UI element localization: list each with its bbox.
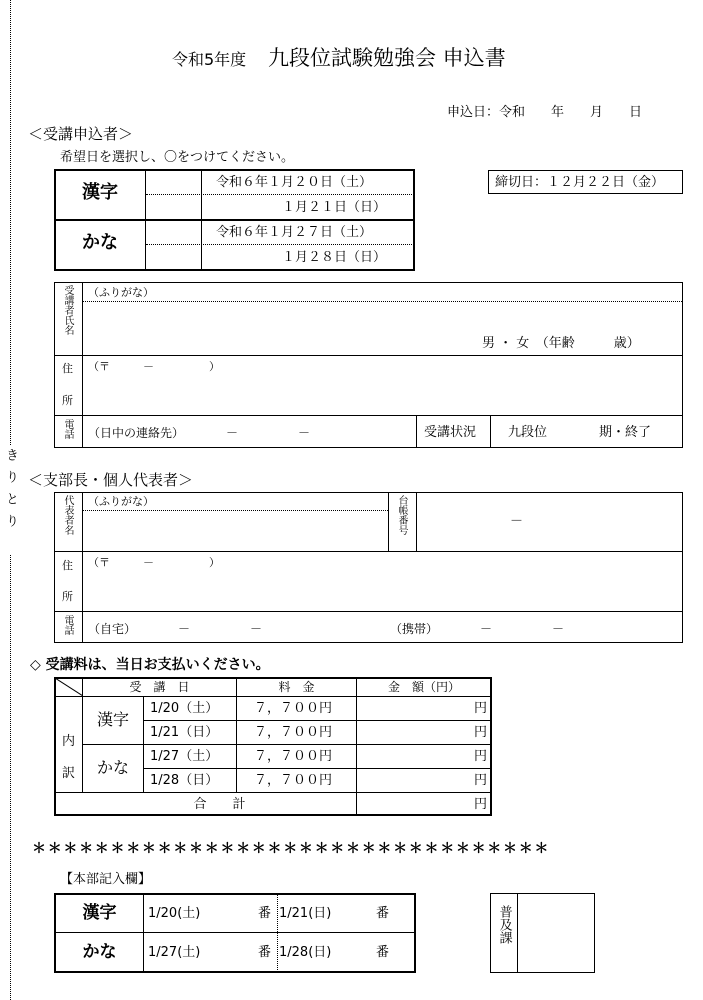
- applicant-furigana-label: （ふりがな）: [88, 286, 154, 299]
- ledger-number-label: 台帳番号: [396, 495, 407, 535]
- instruction-text: 希望日を選択し、〇をつけてください。: [60, 150, 295, 165]
- fee-row-label-2: 訳: [62, 766, 76, 781]
- status-label: 受講状況: [424, 425, 477, 440]
- fee-total-label: 合 計: [193, 797, 246, 812]
- representative-phone-mobile: （携帯） － －: [390, 622, 565, 636]
- representative-postal: （〒 － ）: [88, 556, 220, 569]
- applicant-address-label-1: 住: [62, 362, 73, 375]
- hq-d1-2: 1/27(土): [148, 945, 201, 960]
- fee-amount-4: 円: [474, 773, 488, 788]
- hq-ban2-1: 番: [376, 906, 390, 921]
- fee-header-price: 料 金: [278, 680, 315, 694]
- fee-price-2: ７，７００円: [254, 725, 333, 740]
- choice-date-1: 令和６年１月２０日（土）: [216, 175, 373, 190]
- representative-furigana-label: （ふりがな）: [88, 495, 154, 508]
- hq-label-kanji: 漢字: [82, 903, 117, 923]
- fee-date-3: 1/27（土）: [150, 749, 219, 764]
- fee-price-3: ７，７００円: [254, 749, 333, 764]
- choice-label-kanji: 漢字: [82, 182, 118, 203]
- section-heading-representative: ＜支部長・個人代表者＞: [28, 471, 194, 489]
- representative-address-label-1: 住: [62, 559, 73, 572]
- choice-date-3: 令和６年１月２７日（土）: [216, 225, 373, 240]
- hq-ban1-2: 番: [258, 945, 272, 960]
- fee-amount-1: 円: [474, 701, 488, 716]
- fee-date-4: 1/28（日）: [150, 773, 219, 788]
- title-prefix: 令和5年度: [172, 50, 247, 69]
- representative-phone-home: （自宅） － －: [88, 622, 263, 636]
- hq-ban2-2: 番: [376, 945, 390, 960]
- fee-price-1: ７，７００円: [254, 701, 333, 716]
- applicant-name-field[interactable]: [84, 303, 464, 353]
- choice-label-kana: かな: [82, 232, 118, 253]
- cut-line: [10, 0, 11, 445]
- representative-phone-label: 電話: [62, 615, 73, 635]
- separator-stars: ＊＊＊＊＊＊＊＊＊＊＊＊＊＊＊＊＊＊＊＊＊＊＊＊＊＊＊＊＊＊＊＊＊: [32, 841, 551, 857]
- representative-address-label-2: 所: [62, 590, 73, 603]
- fee-date-1: 1/20（土）: [150, 701, 219, 716]
- fee-amount-2: 円: [474, 725, 488, 740]
- hq-d2-1: 1/21(日): [279, 906, 332, 921]
- applicant-address-field[interactable]: [84, 376, 680, 414]
- fee-group-kanji: 漢字: [96, 710, 129, 729]
- fukyu-label: 普及課: [496, 905, 512, 944]
- cut-label: きりとり: [3, 448, 18, 536]
- fee-total-amount: 円: [474, 797, 488, 812]
- choice-circle-cell-4[interactable]: [146, 245, 201, 269]
- cut-line-lower: [10, 555, 11, 1000]
- applicant-phone-label: 電話: [62, 419, 73, 439]
- deadline-text: 締切日：１２月２２日（金）: [495, 175, 665, 190]
- choice-circle-cell-3[interactable]: [146, 221, 201, 244]
- choice-circle-cell-2[interactable]: [146, 195, 201, 219]
- fee-group-kana: かな: [96, 758, 129, 777]
- ledger-number-value: －: [510, 514, 524, 529]
- section-heading-applicant: ＜受講申込者＞: [28, 125, 134, 143]
- hq-label-kana: かな: [82, 942, 117, 962]
- fee-date-2: 1/21（日）: [150, 725, 219, 740]
- fee-header-diagonal: [55, 678, 83, 696]
- fee-header-amount: 金 額（円）: [387, 680, 460, 694]
- application-date: 申込日：令和 年 月 日: [447, 105, 643, 120]
- representative-address-field[interactable]: [84, 572, 680, 610]
- fee-price-4: ７，７００円: [254, 773, 333, 788]
- page-title: 九段位試験勉強会 申込書: [268, 46, 506, 70]
- fee-header-date: 受 講 日: [129, 680, 190, 694]
- fee-table: [54, 677, 492, 816]
- fee-row-label-1: 内: [62, 734, 76, 749]
- representative-name-label: 代表者名: [62, 495, 73, 535]
- choice-date-2: １月２１日（日）: [282, 200, 387, 215]
- hq-heading: 【本部記入欄】: [60, 872, 152, 887]
- applicant-phone-text: （日中の連絡先） － －: [88, 426, 311, 440]
- representative-name-field[interactable]: [84, 512, 386, 550]
- ledger-number-field[interactable]: [418, 494, 680, 550]
- hq-d1-1: 1/20(土): [148, 906, 201, 921]
- fee-amount-3: 円: [474, 749, 488, 764]
- applicant-name-label: 受講者氏名: [62, 285, 73, 335]
- applicant-furigana-field[interactable]: [160, 284, 680, 300]
- status-value: 九段位 期・終了: [508, 425, 652, 440]
- hq-ban1-1: 番: [258, 906, 272, 921]
- fukyu-stamp-field[interactable]: [519, 895, 593, 971]
- hq-d2-2: 1/28(日): [279, 945, 332, 960]
- applicant-address-label-2: 所: [62, 394, 73, 407]
- applicant-postal: （〒 － ）: [88, 360, 220, 373]
- choice-circle-cell-1[interactable]: [146, 170, 201, 194]
- gender-age-text: 男 ・ 女 （年齢 歳）: [482, 336, 640, 351]
- choice-date-4: １月２８日（日）: [282, 250, 387, 265]
- fee-heading: ◇ 受講料は、当日お支払いください。: [30, 657, 270, 673]
